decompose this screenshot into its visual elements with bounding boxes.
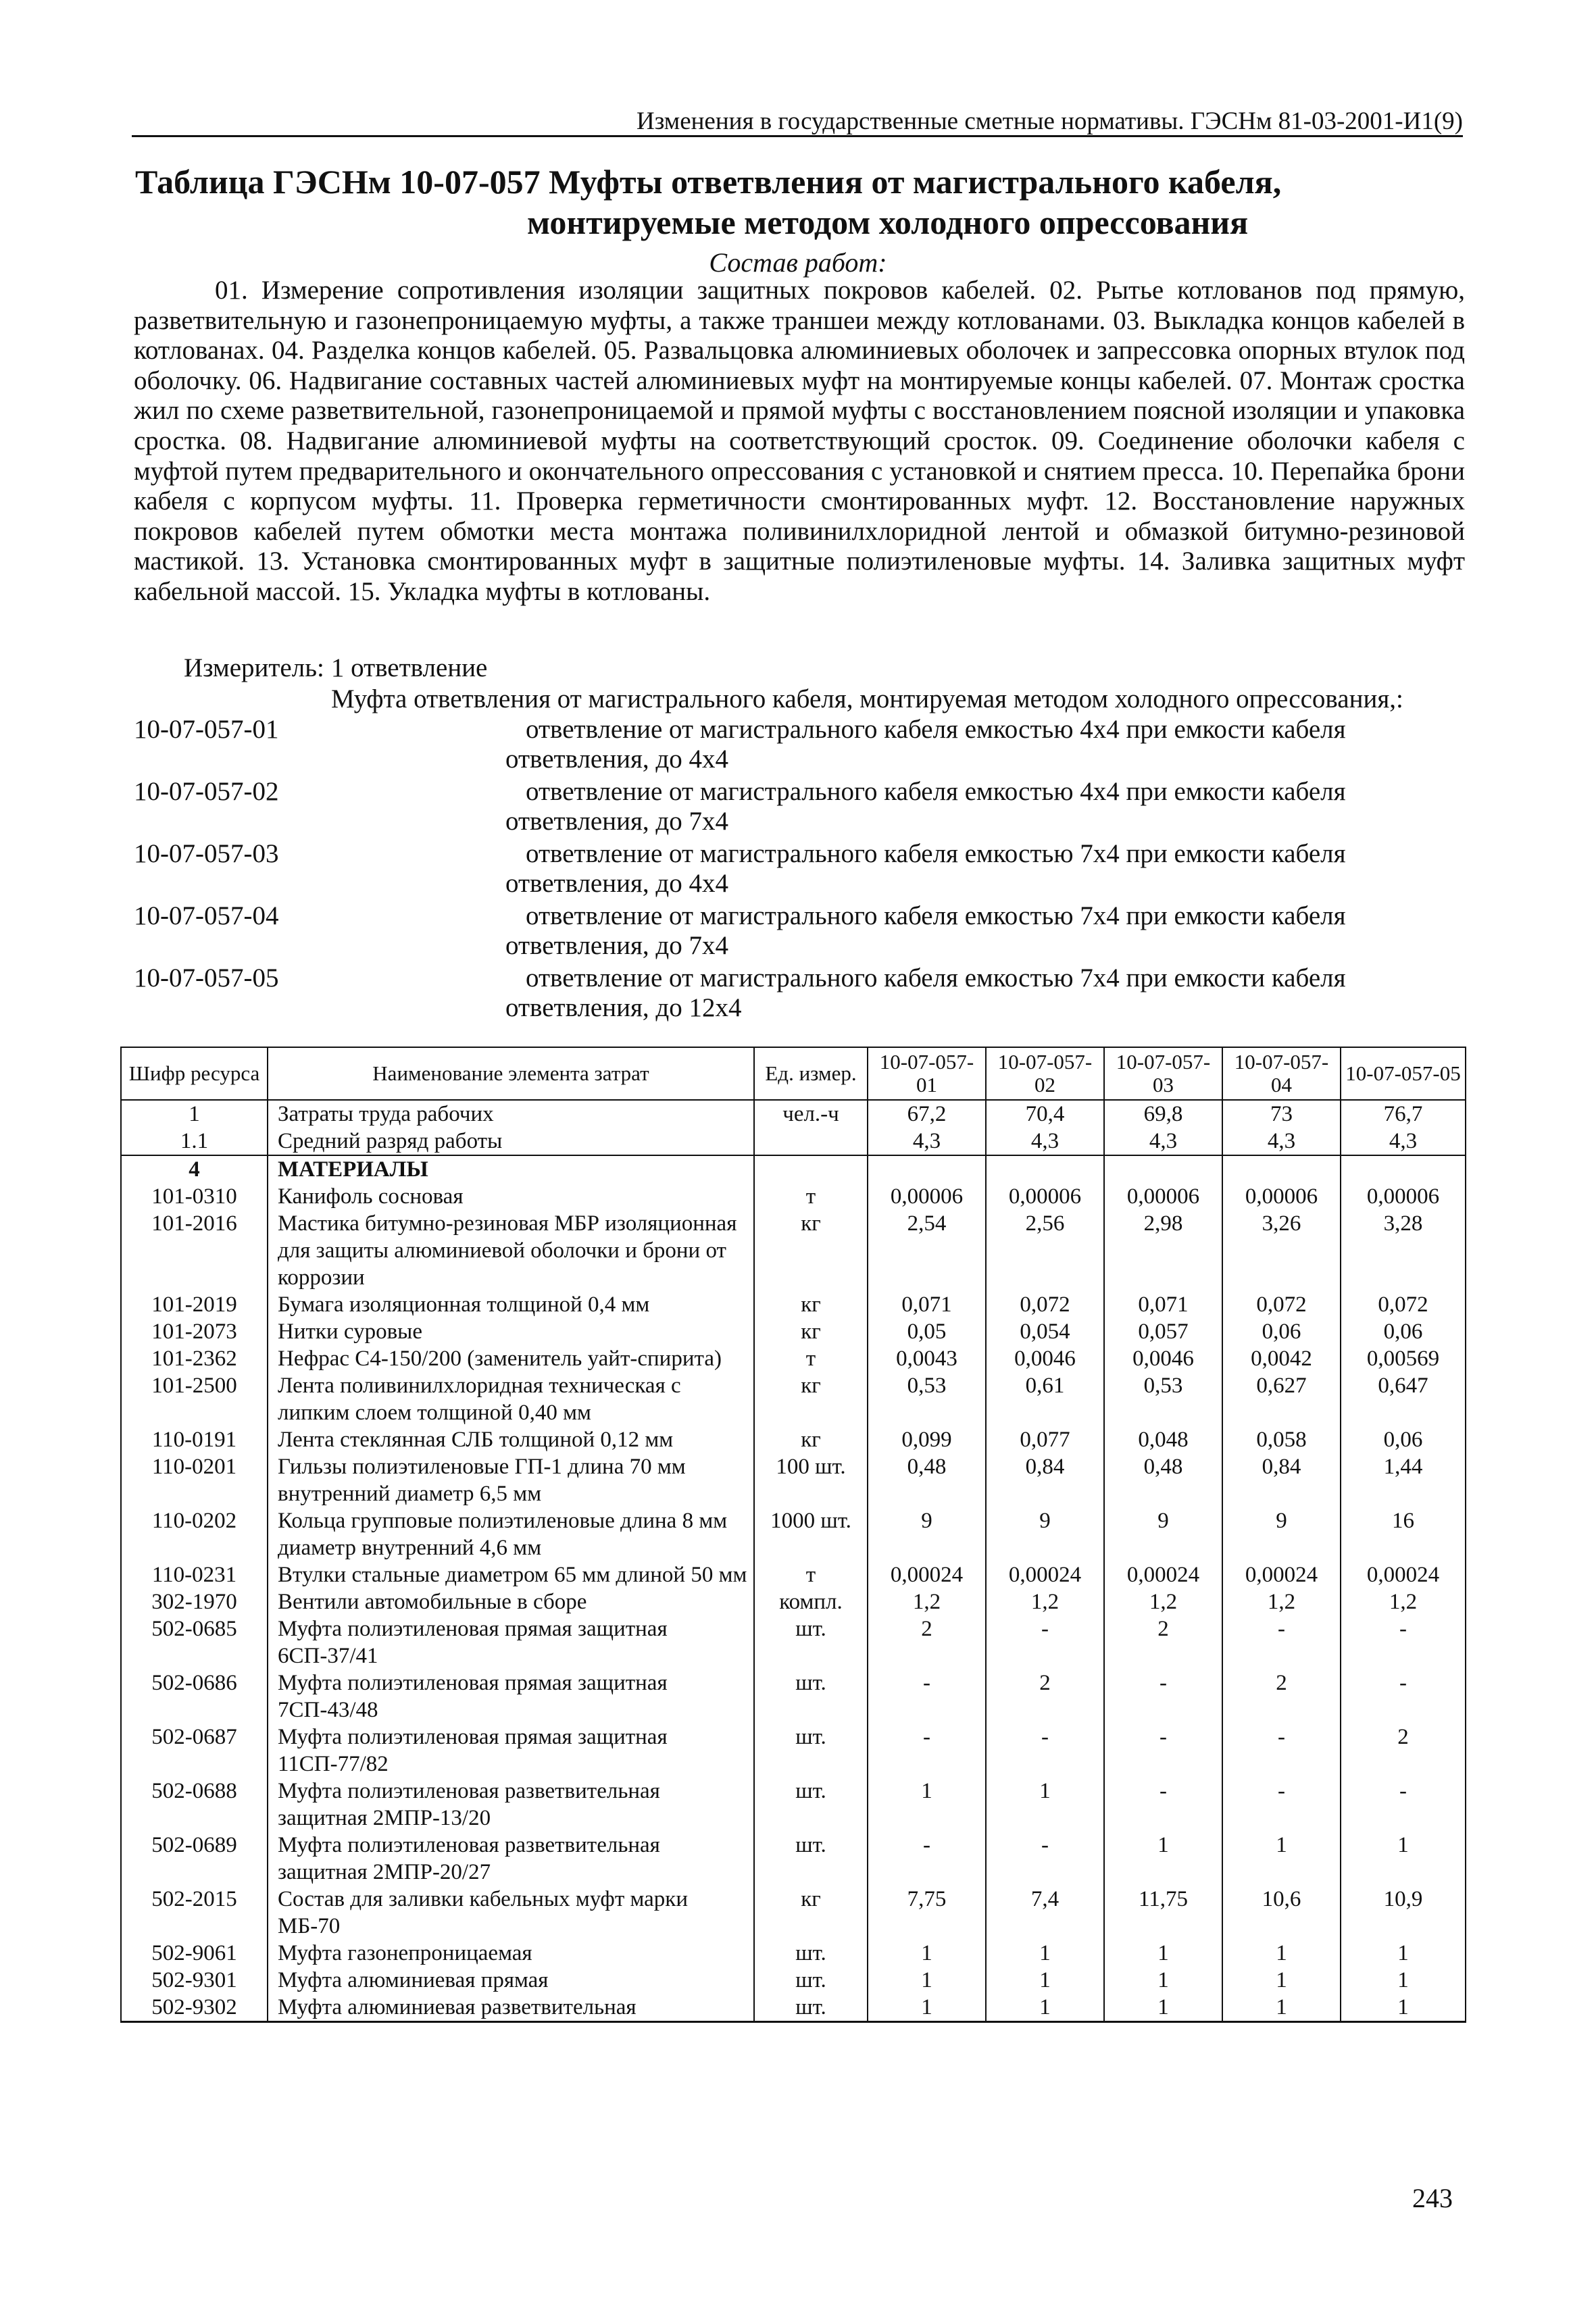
resource-name-cell: Лента стеклянная СЛБ толщиной 0,12 мм bbox=[268, 1426, 754, 1453]
variant-code: 10-07-057-03 bbox=[134, 839, 279, 868]
norm-value-cell: 11,75 bbox=[1104, 1886, 1222, 1940]
table-row bbox=[121, 1507, 1466, 1561]
table-row bbox=[121, 1778, 1466, 1832]
norm-value-cell: 0,077 bbox=[986, 1426, 1104, 1453]
norm-value-cell: 1,44 bbox=[1341, 1453, 1466, 1507]
resource-code-cell: 110-0201 bbox=[121, 1453, 268, 1507]
norm-value-cell: 1 bbox=[868, 1994, 986, 2022]
resource-name-cell: Муфта полиэтиленовая прямая защитная 11СП-77/82 bbox=[268, 1724, 754, 1778]
table-row bbox=[121, 1210, 1466, 1291]
norm-value-cell: - bbox=[1104, 1724, 1222, 1778]
norm-value-cell: 0,00024 bbox=[1341, 1561, 1466, 1588]
norm-value-cell: - bbox=[1222, 1615, 1341, 1669]
variant-code: 10-07-057-01 bbox=[134, 715, 279, 744]
norm-value-cell: 0,00006 bbox=[986, 1183, 1104, 1210]
norm-value-cell: 1 bbox=[1341, 1832, 1466, 1886]
norm-value-cell: 0,84 bbox=[1222, 1453, 1341, 1507]
norm-value-cell: 0,071 bbox=[868, 1291, 986, 1318]
norm-value-cell: 9 bbox=[1222, 1507, 1341, 1561]
norm-value-cell: 4,3 bbox=[1222, 1128, 1341, 1155]
norm-value-cell: 1 bbox=[1222, 1967, 1341, 1994]
norm-value-cell: - bbox=[1222, 1724, 1341, 1778]
norm-value-cell: 9 bbox=[986, 1507, 1104, 1561]
resource-code-cell: 110-0202 bbox=[121, 1507, 268, 1561]
resource-name-cell: Нитки суровые bbox=[268, 1318, 754, 1345]
norm-value-cell bbox=[1341, 1155, 1466, 1183]
resource-name-cell: Затраты труда рабочих bbox=[268, 1100, 754, 1128]
norm-value-cell: - bbox=[986, 1724, 1104, 1778]
column-header: 10-07-057-02 bbox=[986, 1047, 1104, 1100]
unit-cell: 1000 шт. bbox=[754, 1507, 868, 1561]
norm-value-cell: 3,26 bbox=[1222, 1210, 1341, 1291]
norm-value-cell: 2 bbox=[868, 1615, 986, 1669]
norm-value-cell: 1 bbox=[986, 1994, 1104, 2022]
norm-value-cell: 1,2 bbox=[868, 1588, 986, 1615]
table-row bbox=[121, 1183, 1466, 1210]
norm-value-cell: 4,3 bbox=[1104, 1128, 1222, 1155]
variant-description: ответвление от магистрального кабеля емкостью 7х4 при емкости кабеля ответвления, до 7х4 bbox=[505, 901, 1346, 960]
norm-value-cell: - bbox=[868, 1724, 986, 1778]
resource-code-cell: 101-2019 bbox=[121, 1291, 268, 1318]
resource-code-cell: 101-2362 bbox=[121, 1345, 268, 1372]
table-row bbox=[121, 1318, 1466, 1345]
norm-value-cell: - bbox=[986, 1615, 1104, 1669]
variant-item bbox=[134, 901, 1468, 961]
unit-cell: шт. bbox=[754, 1967, 868, 1994]
norm-value-cell: 1 bbox=[1341, 1994, 1466, 2022]
norm-value-cell: 0,058 bbox=[1222, 1426, 1341, 1453]
norm-value-cell: 0,647 bbox=[1341, 1372, 1466, 1426]
unit-cell: 100 шт. bbox=[754, 1453, 868, 1507]
variant-item bbox=[134, 963, 1468, 1023]
resource-name-cell: Муфта полиэтиленовая прямая защитная 6СП-37/41 bbox=[268, 1615, 754, 1669]
norm-value-cell: 1 bbox=[986, 1778, 1104, 1832]
resource-code-cell: 101-2073 bbox=[121, 1318, 268, 1345]
norm-value-cell: 9 bbox=[868, 1507, 986, 1561]
norm-value-cell: 2,54 bbox=[868, 1210, 986, 1291]
norm-value-cell: - bbox=[1341, 1778, 1466, 1832]
resource-code-cell: 502-0689 bbox=[121, 1832, 268, 1886]
norm-value-cell: 1 bbox=[1222, 1994, 1341, 2022]
norm-value-cell: 1 bbox=[868, 1967, 986, 1994]
resource-name-cell: Муфта алюминиевая прямая bbox=[268, 1967, 754, 1994]
table-title-line-1: Таблица ГЭСНм 10-07-057 Муфты ответвления от магистрального кабеля, bbox=[135, 163, 1282, 201]
table-row bbox=[121, 1426, 1466, 1453]
resource-name-cell: Состав для заливки кабельных муфт марки МБ-70 bbox=[268, 1886, 754, 1940]
norm-value-cell: - bbox=[868, 1832, 986, 1886]
unit-cell: шт. bbox=[754, 1724, 868, 1778]
norm-value-cell: - bbox=[1104, 1669, 1222, 1724]
resource-name-cell: Вентили автомобильные в сборе bbox=[268, 1588, 754, 1615]
norm-value-cell: 7,4 bbox=[986, 1886, 1104, 1940]
norm-value-cell: 4,3 bbox=[1341, 1128, 1466, 1155]
table-row bbox=[121, 1345, 1466, 1372]
composition-heading: Состав работ: bbox=[709, 247, 887, 278]
norm-value-cell: 0,054 bbox=[986, 1318, 1104, 1345]
norm-value-cell: 1,2 bbox=[1222, 1588, 1341, 1615]
norm-value-cell: 0,53 bbox=[868, 1372, 986, 1426]
group-title: Муфта ответвления от магистрального кабеля, монтируемая методом холодного опрессования,: bbox=[331, 684, 1403, 713]
norm-value-cell: 0,0046 bbox=[986, 1345, 1104, 1372]
resource-code-cell: 1 bbox=[121, 1100, 268, 1128]
norm-value-cell: 0,072 bbox=[1341, 1291, 1466, 1318]
table-row bbox=[121, 1615, 1466, 1669]
norm-value-cell: 1 bbox=[1341, 1967, 1466, 1994]
column-header: 10-07-057-03 bbox=[1104, 1047, 1222, 1100]
norm-value-cell: 2,56 bbox=[986, 1210, 1104, 1291]
norm-value-cell: 1 bbox=[986, 1940, 1104, 1967]
norm-value-cell: 1 bbox=[868, 1778, 986, 1832]
table-header-row bbox=[121, 1047, 1466, 1100]
table-row bbox=[121, 1940, 1466, 1967]
norm-value-cell: 0,61 bbox=[986, 1372, 1104, 1426]
norm-value-cell: 10,6 bbox=[1222, 1886, 1341, 1940]
norm-value-cell: 0,00024 bbox=[1222, 1561, 1341, 1588]
column-header: 10-07-057-01 bbox=[868, 1047, 986, 1100]
unit-cell: шт. bbox=[754, 1778, 868, 1832]
variant-description: ответвление от магистрального кабеля емкостью 4х4 при емкости кабеля ответвления, до 7х4 bbox=[505, 777, 1346, 836]
unit-cell: кг bbox=[754, 1426, 868, 1453]
norm-value-cell: 0,48 bbox=[868, 1453, 986, 1507]
norm-value-cell: - bbox=[986, 1832, 1104, 1886]
norm-value-cell: 69,8 bbox=[1104, 1100, 1222, 1128]
table-row bbox=[121, 1128, 1466, 1155]
norm-value-cell: 67,2 bbox=[868, 1100, 986, 1128]
norm-value-cell: 1 bbox=[1222, 1940, 1341, 1967]
unit-cell: кг bbox=[754, 1886, 868, 1940]
norm-value-cell: 0,06 bbox=[1222, 1318, 1341, 1345]
resource-name-cell: Гильзы полиэтиленовые ГП-1 длина 70 мм внутренний диаметр 6,5 мм bbox=[268, 1453, 754, 1507]
norm-value-cell: - bbox=[1104, 1778, 1222, 1832]
norm-value-cell: 1,2 bbox=[986, 1588, 1104, 1615]
unit-cell: шт. bbox=[754, 1669, 868, 1724]
table-row bbox=[121, 1994, 1466, 2022]
meter-line bbox=[177, 653, 487, 683]
norm-value-cell: 1 bbox=[1341, 1940, 1466, 1967]
variant-description: ответвление от магистрального кабеля емкостью 4х4 при емкости кабеля ответвления, до 4х4 bbox=[505, 715, 1346, 774]
resource-name-cell: МАТЕРИАЛЫ bbox=[268, 1155, 754, 1183]
resource-name-cell: Втулки стальные диаметром 65 мм длиной 50 мм bbox=[268, 1561, 754, 1588]
table-row bbox=[121, 1832, 1466, 1886]
norm-value-cell: 0,00006 bbox=[1222, 1183, 1341, 1210]
table-row bbox=[121, 1886, 1466, 1940]
resource-name-cell: Средний разряд работы bbox=[268, 1128, 754, 1155]
column-header: 10-07-057-05 bbox=[1341, 1047, 1466, 1100]
norm-value-cell: 76,7 bbox=[1341, 1100, 1466, 1128]
norm-value-cell: 0,05 bbox=[868, 1318, 986, 1345]
norm-value-cell: 2 bbox=[1222, 1669, 1341, 1724]
norm-value-cell: 1 bbox=[1104, 1994, 1222, 2022]
resource-name-cell: Кольца групповые полиэтиленовые длина 8 мм диаметр внутренний 4,6 мм bbox=[268, 1507, 754, 1561]
resource-code-cell: 502-9301 bbox=[121, 1967, 268, 1994]
table-title-line-2: монтируемые методом холодного опрессования bbox=[527, 203, 1249, 241]
resource-name-cell: Мастика битумно-резиновая МБР изоляционная для защиты алюминиевой оболочки и брони от коррозии bbox=[268, 1210, 754, 1291]
norm-value-cell: 0,00024 bbox=[1104, 1561, 1222, 1588]
table-row bbox=[121, 1724, 1466, 1778]
norm-value-cell: 1 bbox=[1104, 1832, 1222, 1886]
norm-value-cell: 9 bbox=[1104, 1507, 1222, 1561]
norm-value-cell: 0,099 bbox=[868, 1426, 986, 1453]
norm-value-cell bbox=[986, 1155, 1104, 1183]
unit-cell: кг bbox=[754, 1291, 868, 1318]
resource-name-cell: Канифоль сосновая bbox=[268, 1183, 754, 1210]
resource-code-cell: 101-0310 bbox=[121, 1183, 268, 1210]
norm-value-cell: 0,057 bbox=[1104, 1318, 1222, 1345]
norm-value-cell: 0,0042 bbox=[1222, 1345, 1341, 1372]
unit-cell: т bbox=[754, 1345, 868, 1372]
norm-value-cell: 2 bbox=[1341, 1724, 1466, 1778]
table-row bbox=[121, 1100, 1466, 1128]
resource-code-cell: 502-0688 bbox=[121, 1778, 268, 1832]
norm-value-cell: 2 bbox=[1104, 1615, 1222, 1669]
norm-value-cell bbox=[1104, 1155, 1222, 1183]
table-section-row bbox=[121, 1155, 1466, 1183]
meter-label: Измеритель: bbox=[184, 653, 324, 682]
page-number: 243 bbox=[1412, 2183, 1453, 2213]
norm-value-cell: 0,0043 bbox=[868, 1345, 986, 1372]
table-body bbox=[121, 1100, 1466, 2022]
resource-name-cell: Муфта полиэтиленовая разветвительная защитная 2МПР-20/27 bbox=[268, 1832, 754, 1886]
norm-value-cell: 0,06 bbox=[1341, 1318, 1466, 1345]
norm-value-cell: 2 bbox=[986, 1669, 1104, 1724]
norm-value-cell: 0,53 bbox=[1104, 1372, 1222, 1426]
column-header: Ед. измер. bbox=[754, 1047, 868, 1100]
variant-code: 10-07-057-05 bbox=[134, 963, 279, 992]
variant-description: ответвление от магистрального кабеля емкостью 7х4 при емкости кабеля ответвления, до 4х4 bbox=[505, 839, 1346, 898]
resource-cost-table bbox=[120, 1047, 1466, 2023]
unit-cell: чел.-ч bbox=[754, 1100, 868, 1128]
resource-code-cell: 101-2016 bbox=[121, 1210, 268, 1291]
norm-value-cell: - bbox=[1341, 1615, 1466, 1669]
norm-value-cell: 0,06 bbox=[1341, 1426, 1466, 1453]
norm-value-cell: 0,00006 bbox=[1341, 1183, 1466, 1210]
unit-cell: шт. bbox=[754, 1832, 868, 1886]
resource-name-cell: Муфта газонепроницаемая bbox=[268, 1940, 754, 1967]
table-row bbox=[121, 1588, 1466, 1615]
norm-value-cell bbox=[868, 1155, 986, 1183]
norm-value-cell: 0,84 bbox=[986, 1453, 1104, 1507]
resource-name-cell: Муфта полиэтиленовая разветвительная защитная 2МПР-13/20 bbox=[268, 1778, 754, 1832]
norm-value-cell: 7,75 bbox=[868, 1886, 986, 1940]
norm-value-cell: 1 bbox=[1104, 1940, 1222, 1967]
unit-cell: кг bbox=[754, 1318, 868, 1345]
norm-value-cell: 3,28 bbox=[1341, 1210, 1466, 1291]
unit-cell: кг bbox=[754, 1210, 868, 1291]
norm-value-cell: 10,9 bbox=[1341, 1886, 1466, 1940]
norm-value-cell: 0,072 bbox=[1222, 1291, 1341, 1318]
norm-value-cell: - bbox=[1222, 1778, 1341, 1832]
norm-value-cell: - bbox=[868, 1669, 986, 1724]
meter-value: 1 ответвление bbox=[330, 653, 488, 682]
norm-value-cell: 0,00006 bbox=[868, 1183, 986, 1210]
variant-description: ответвление от магистрального кабеля емкостью 7х4 при емкости кабеля ответвления, до 12х4 bbox=[505, 963, 1346, 1022]
variant-item bbox=[134, 777, 1468, 836]
norm-value-cell: 0,00006 bbox=[1104, 1183, 1222, 1210]
norm-value-cell: 0,00024 bbox=[986, 1561, 1104, 1588]
norm-value-cell: 2,98 bbox=[1104, 1210, 1222, 1291]
norm-value-cell: 0,0046 bbox=[1104, 1345, 1222, 1372]
norm-value-cell: 1,2 bbox=[1341, 1588, 1466, 1615]
variant-code: 10-07-057-02 bbox=[134, 777, 279, 806]
resource-name-cell: Муфта алюминиевая разветвительная bbox=[268, 1994, 754, 2022]
unit-cell bbox=[754, 1155, 868, 1183]
resource-code-cell: 502-9061 bbox=[121, 1940, 268, 1967]
resource-code-cell: 302-1970 bbox=[121, 1588, 268, 1615]
norm-value-cell: 16 bbox=[1341, 1507, 1466, 1561]
norm-value-cell: 1 bbox=[986, 1967, 1104, 1994]
unit-cell: шт. bbox=[754, 1994, 868, 2022]
resource-code-cell: 502-0686 bbox=[121, 1669, 268, 1724]
resource-code-cell: 502-0685 bbox=[121, 1615, 268, 1669]
running-header-text: Изменения в государственные сметные нормативы. ГЭСНм 81-03-2001-И1(9) bbox=[636, 107, 1463, 135]
resource-code-cell: 502-2015 bbox=[121, 1886, 268, 1940]
column-header: Шифр ресурса bbox=[121, 1047, 268, 1100]
norm-value-cell: 0,48 bbox=[1104, 1453, 1222, 1507]
resource-code-cell: 110-0191 bbox=[121, 1426, 268, 1453]
resource-code-cell: 502-9302 bbox=[121, 1994, 268, 2022]
unit-cell: кг bbox=[754, 1372, 868, 1426]
column-header: Наименование элемента затрат bbox=[268, 1047, 754, 1100]
norm-value-cell: 0,627 bbox=[1222, 1372, 1341, 1426]
norm-value-cell: 1 bbox=[1104, 1967, 1222, 1994]
table-row bbox=[121, 1291, 1466, 1318]
variant-item bbox=[134, 839, 1468, 899]
norm-value-cell: 0,00569 bbox=[1341, 1345, 1466, 1372]
resource-name-cell: Бумага изоляционная толщиной 0,4 мм bbox=[268, 1291, 754, 1318]
table-row bbox=[121, 1669, 1466, 1724]
norm-value-cell: 0,072 bbox=[986, 1291, 1104, 1318]
column-header: 10-07-057-04 bbox=[1222, 1047, 1341, 1100]
norm-value-cell bbox=[1222, 1155, 1341, 1183]
unit-cell: шт. bbox=[754, 1615, 868, 1669]
composition-text: 01. Измерение сопротивления изоляции защитных покровов кабелей. 02. Рытье котлованов под прямую, разветвительную и газонепроницаемую муфты, а также траншеи между котлованами. 03. Выкладка концов кабелей в котлованах. 04. Разделка концов кабелей. 05. Развальцовка алюминиевых оболочек и запрессовка опорных втулок под оболочку. 06. Надвигание составных частей алюминиевых муфт на монтируемые концы кабелей. 07. Монтаж сростка жил по схеме разветвительной, газонепроницаемой и прямой муфты с восстановлением поясной изоляции и упаковка сростка. 08. Надвигание алюминиевой муфты на соответствующий сросток. 09. Соединение оболочки кабеля с муфтой путем предварительного и окончательного опрессования с установкой и снятием пресса. 10. Перепайка брони кабеля с корпусом муфты. 11. Проверка герметичности смонтированных муфт. 12. Восстановление наружных покровов кабелей путем обмотки места монтажа поливинилхлоридной лентой и обмазкой битумно-резиновой мастикой. 13. Установка смонтированных муфт в защитные полиэтиленовые муфты. 14. Заливка защитных муфт кабельной массой. 15. Укладка муфты в котлованы. bbox=[134, 276, 1465, 606]
resource-name-cell: Муфта полиэтиленовая прямая защитная 7СП-43/48 bbox=[268, 1669, 754, 1724]
resource-code-cell: 101-2500 bbox=[121, 1372, 268, 1426]
resource-code-cell: 4 bbox=[121, 1155, 268, 1183]
norm-value-cell: 1 bbox=[868, 1940, 986, 1967]
resource-code-cell: 502-0687 bbox=[121, 1724, 268, 1778]
norm-value-cell: 1,2 bbox=[1104, 1588, 1222, 1615]
unit-cell bbox=[754, 1128, 868, 1155]
resource-code-cell: 1.1 bbox=[121, 1128, 268, 1155]
resource-name-cell: Нефрас С4-150/200 (заменитель уайт-спирита) bbox=[268, 1345, 754, 1372]
norm-value-cell: 0,00024 bbox=[868, 1561, 986, 1588]
variant-code: 10-07-057-04 bbox=[134, 901, 279, 930]
resource-name-cell: Лента поливинилхлоридная техническая с липким слоем толщиной 0,40 мм bbox=[268, 1372, 754, 1426]
norm-value-cell: 70,4 bbox=[986, 1100, 1104, 1128]
unit-cell: компл. bbox=[754, 1588, 868, 1615]
table-row bbox=[121, 1967, 1466, 1994]
table-row bbox=[121, 1372, 1466, 1426]
norm-value-cell: 4,3 bbox=[986, 1128, 1104, 1155]
norm-value-cell: 1 bbox=[1222, 1832, 1341, 1886]
norm-value-cell: - bbox=[1341, 1669, 1466, 1724]
table-row bbox=[121, 1561, 1466, 1588]
unit-cell: т bbox=[754, 1561, 868, 1588]
norm-value-cell: 73 bbox=[1222, 1100, 1341, 1128]
unit-cell: шт. bbox=[754, 1940, 868, 1967]
norm-value-cell: 0,048 bbox=[1104, 1426, 1222, 1453]
unit-cell: т bbox=[754, 1183, 868, 1210]
running-header bbox=[132, 107, 1463, 137]
norm-value-cell: 4,3 bbox=[868, 1128, 986, 1155]
resource-code-cell: 110-0231 bbox=[121, 1561, 268, 1588]
norm-value-cell: 0,071 bbox=[1104, 1291, 1222, 1318]
variant-item bbox=[134, 715, 1468, 774]
table-row bbox=[121, 1453, 1466, 1507]
